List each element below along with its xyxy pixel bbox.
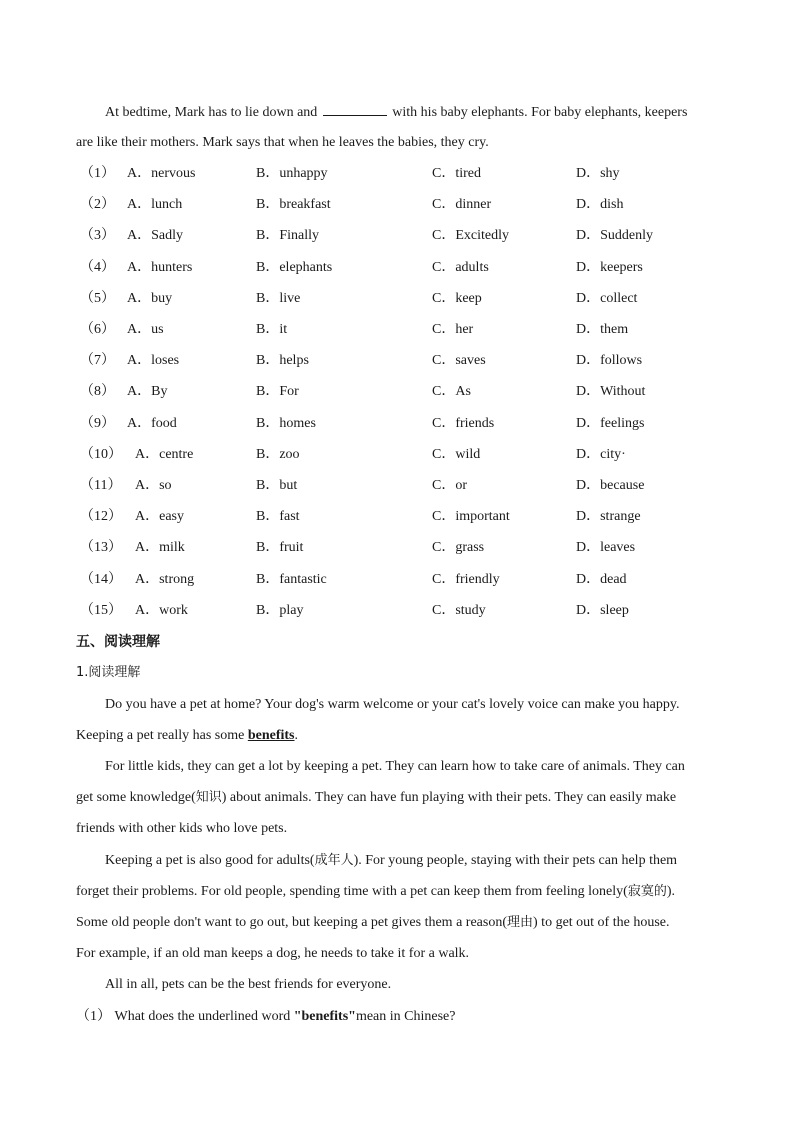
reading-line: For little kids, they can get a lot by keeping a pet. They can learn how to take care of animals. They can <box>105 759 685 774</box>
question-row <box>76 290 736 308</box>
option-a[interactable]: A．milk <box>135 540 185 555</box>
reading-line <box>76 727 298 745</box>
question-number: （10） <box>80 447 122 462</box>
question-number: （3） <box>80 228 115 243</box>
underlined-word: benefits <box>247 728 295 743</box>
option-a[interactable]: A．Sadly <box>127 228 183 243</box>
chinese-gloss: 知识 <box>195 790 222 805</box>
reading-text: Some old people don't want to go out, but keeping a pet gives them a reason( <box>76 915 507 930</box>
option-b[interactable]: B．breakfast <box>256 197 331 212</box>
option-d[interactable]: D．leaves <box>576 540 636 555</box>
question-row <box>76 259 736 277</box>
question-row <box>76 165 736 183</box>
chinese-gloss: 寂寞的 <box>627 884 667 899</box>
question-number: （1） <box>80 166 115 181</box>
reading-line <box>76 883 675 901</box>
option-b[interactable]: B．but <box>256 478 298 493</box>
option-a[interactable]: A．buy <box>127 291 173 306</box>
option-d[interactable]: D．dead <box>576 572 627 587</box>
reading-text: Keeping a pet really has some <box>76 728 245 743</box>
option-d[interactable]: D．because <box>576 478 645 493</box>
passage-line <box>105 103 687 122</box>
option-b[interactable]: B．elephants <box>256 260 333 275</box>
option-d[interactable]: D．dish <box>576 197 624 212</box>
reading-text: Keeping a pet is also good for adults( <box>105 853 315 868</box>
option-d[interactable]: D．Suddenly <box>576 228 653 243</box>
option-a[interactable]: A．easy <box>135 509 184 524</box>
question-number: （15） <box>80 603 122 618</box>
reading-line: All in all, pets can be the best friends for everyone. <box>105 977 392 992</box>
question-row <box>76 571 736 589</box>
question-number: （9） <box>80 416 115 431</box>
reading-text: ). For young people, staying with their pets can help them <box>353 853 678 868</box>
option-c[interactable]: C．Excitedly <box>432 228 509 243</box>
reading-line: For example, if an old man keeps a dog, he needs to take it for a walk. <box>76 946 470 961</box>
question-row <box>76 508 736 526</box>
chinese-gloss: 理由 <box>507 915 534 930</box>
option-c[interactable]: C．her <box>432 322 474 337</box>
option-d[interactable]: D．sleep <box>576 603 629 618</box>
option-d[interactable]: D．collect <box>576 291 638 306</box>
option-a[interactable]: A．By <box>127 384 168 399</box>
option-c[interactable]: C．As <box>432 384 471 399</box>
answer-blank[interactable] <box>323 103 387 116</box>
reading-text: . <box>294 728 298 743</box>
reading-line: friends with other kids who love pets. <box>76 821 288 836</box>
option-b[interactable]: B．fruit <box>256 540 304 555</box>
question-line <box>76 1008 455 1026</box>
option-c[interactable]: C．dinner <box>432 197 492 212</box>
passage-line: are like their mothers. Mark says that when he leaves the babies, they cry. <box>76 135 489 150</box>
option-b[interactable]: B．Finally <box>256 228 320 243</box>
option-a[interactable]: A．centre <box>135 447 194 462</box>
option-a[interactable]: A．lunch <box>127 197 183 212</box>
option-d[interactable]: D．them <box>576 322 629 337</box>
question-row <box>76 539 736 557</box>
option-d[interactable]: D．city· <box>576 447 626 462</box>
question-number: （8） <box>80 384 115 399</box>
option-b[interactable]: B．For <box>256 384 299 399</box>
question-number: （11） <box>80 478 122 493</box>
passage-text: At bedtime, Mark has to lie down and <box>105 105 318 120</box>
question-row <box>76 602 736 620</box>
option-b[interactable]: B．zoo <box>256 447 300 462</box>
chinese-gloss: 成年人 <box>314 853 354 868</box>
option-c[interactable]: C．adults <box>432 260 489 275</box>
option-c[interactable]: C．wild <box>432 447 481 462</box>
reading-text: ). <box>666 884 676 899</box>
option-b[interactable]: B．helps <box>256 353 309 368</box>
reading-line <box>105 852 677 870</box>
option-d[interactable]: D．follows <box>576 353 643 368</box>
option-a[interactable]: A．loses <box>127 353 180 368</box>
question-number: （13） <box>80 540 122 555</box>
question-number: （12） <box>80 509 122 524</box>
option-a[interactable]: A．work <box>135 603 188 618</box>
option-b[interactable]: B．live <box>256 291 301 306</box>
option-c[interactable]: C．keep <box>432 291 482 306</box>
question-number: （5） <box>80 291 115 306</box>
reading-line <box>76 914 670 932</box>
option-c[interactable]: C．or <box>432 478 467 493</box>
question-row <box>76 415 736 433</box>
option-d[interactable]: D．feelings <box>576 416 645 431</box>
question-number: （14） <box>80 572 122 587</box>
question-keyword: "benefits" <box>293 1009 356 1024</box>
option-c[interactable]: C．saves <box>432 353 486 368</box>
option-c[interactable]: C．friends <box>432 416 495 431</box>
question-row <box>76 321 736 339</box>
option-a[interactable]: A．hunters <box>127 260 193 275</box>
option-c[interactable]: C．tired <box>432 166 481 181</box>
section-subheading: 1.阅读理解 <box>76 665 141 680</box>
option-d[interactable]: D．Without <box>576 384 646 399</box>
option-a[interactable]: A．food <box>127 416 177 431</box>
question-number: （6） <box>80 322 115 337</box>
option-d[interactable]: D．keepers <box>576 260 643 275</box>
question-row <box>76 477 736 495</box>
option-a[interactable]: A．nervous <box>127 166 196 181</box>
question-number: （1） <box>76 1009 111 1024</box>
option-b[interactable]: B．homes <box>256 416 316 431</box>
question-row <box>76 383 736 401</box>
option-b[interactable]: B．fantastic <box>256 572 327 587</box>
option-c[interactable]: C．friendly <box>432 572 500 587</box>
option-d[interactable]: D．shy <box>576 166 620 181</box>
question-number: （4） <box>80 260 115 275</box>
section-heading: 五、阅读理解 <box>76 634 160 650</box>
option-b[interactable]: B．unhappy <box>256 166 328 181</box>
option-b[interactable]: B．it <box>256 322 288 337</box>
question-number: （7） <box>80 353 115 368</box>
reading-text: ) to get out of the house. <box>533 915 670 930</box>
option-a[interactable]: A．us <box>127 322 164 337</box>
option-c[interactable]: C．study <box>432 603 486 618</box>
option-d[interactable]: D．strange <box>576 509 641 524</box>
question-number: （2） <box>80 197 115 212</box>
reading-text: forget their problems. For old people, spending time with a pet can keep them from feeling lonely( <box>76 884 628 899</box>
question-text: mean in Chinese? <box>355 1009 456 1024</box>
option-b[interactable]: B．play <box>256 603 304 618</box>
option-c[interactable]: C．grass <box>432 540 485 555</box>
passage-text: with his baby elephants. For baby elephants, keepers <box>392 105 688 120</box>
option-a[interactable]: A．so <box>135 478 172 493</box>
question-row <box>76 227 736 245</box>
reading-text: get some knowledge( <box>76 790 196 805</box>
reading-text: ) about animals. They can have fun playing with their pets. They can easily make <box>221 790 677 805</box>
question-row <box>76 446 736 464</box>
reading-line <box>76 789 676 807</box>
question-row <box>76 196 736 214</box>
option-a[interactable]: A．strong <box>135 572 195 587</box>
option-b[interactable]: B．fast <box>256 509 300 524</box>
question-text: What does the underlined word <box>114 1009 291 1024</box>
option-c[interactable]: C．important <box>432 509 510 524</box>
reading-line: Do you have a pet at home? Your dog's warm welcome or your cat's lovely voice can make you happy. <box>105 697 680 712</box>
question-row <box>76 352 736 370</box>
